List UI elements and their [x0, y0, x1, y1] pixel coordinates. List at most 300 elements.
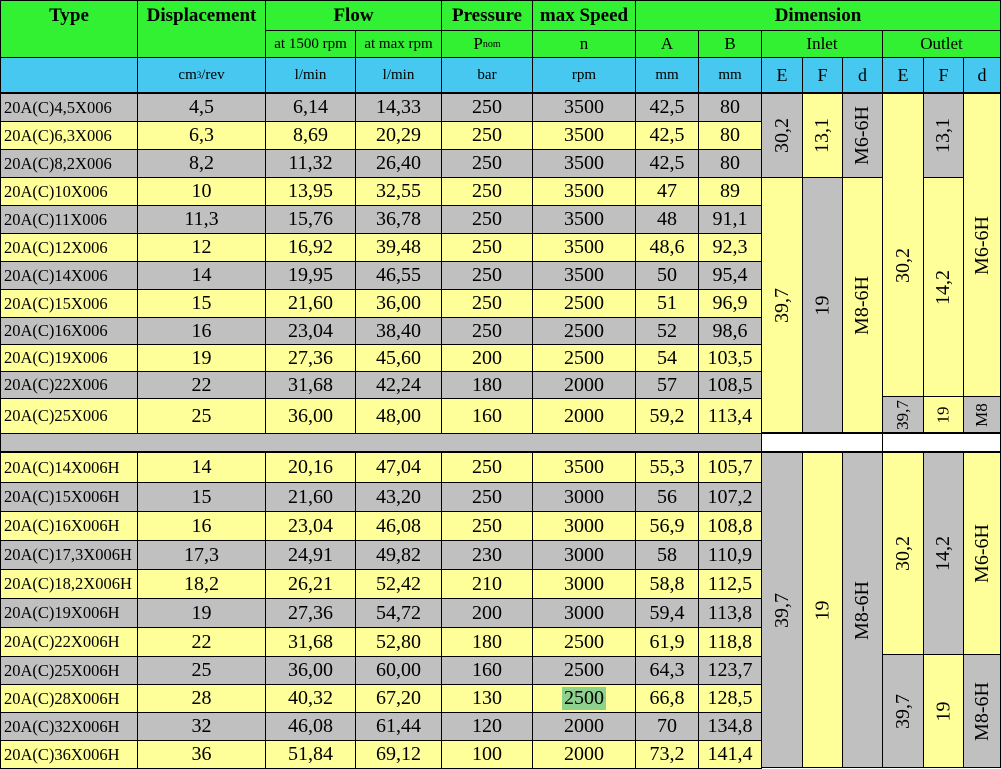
- cell-dim-b-value: 80: [720, 152, 740, 174]
- cell-dim-b-value: 80: [720, 124, 740, 146]
- cell-speed-value: 3500: [564, 208, 604, 230]
- cell-flow-1500-value: 27,36: [288, 346, 333, 369]
- cell-pressure-value: 250: [472, 485, 502, 508]
- cell-speed: [532, 317, 636, 345]
- cell-displacement: [137, 627, 266, 657]
- cell-type: [0, 569, 138, 599]
- cell-displacement: [137, 233, 266, 262]
- cell-flow-max: [355, 569, 442, 599]
- cell-dim-a-value: 66,8: [649, 687, 685, 709]
- cell-pressure-value: 250: [472, 96, 502, 118]
- cell-pressure: [441, 598, 533, 628]
- cell-type: [0, 452, 138, 483]
- dim1-inlet-e-a: [761, 93, 803, 178]
- dim1-outlet-f-c: [923, 396, 964, 433]
- cell-dim-a-value: 56,9: [649, 514, 685, 537]
- dim1-inlet-e-b: [761, 177, 803, 433]
- cell-flow-1500-value: 36,00: [288, 659, 333, 681]
- header-a-label: A: [660, 34, 674, 53]
- cell-type-value: 20A(C)14X006H: [4, 457, 120, 477]
- dim1-outlet-e-a: [882, 93, 924, 397]
- cell-dim-a: [635, 177, 699, 206]
- cell-speed: [532, 627, 636, 657]
- unit-inlet-f: [802, 57, 843, 93]
- cell-speed-value: 3500: [564, 456, 604, 478]
- cell-dim-a-value: 42,5: [649, 124, 685, 146]
- cell-speed-value: 2500: [564, 319, 604, 342]
- dim1-inlet-e-a-value: 30,2: [770, 118, 793, 153]
- cell-displacement: [137, 482, 266, 512]
- cell-displacement: [137, 656, 266, 685]
- cell-flow-max-value: 14,33: [376, 96, 421, 118]
- cell-flow-1500: [265, 289, 356, 318]
- cell-dim-a: [635, 233, 699, 262]
- cell-flow-max: [355, 233, 442, 262]
- cell-dim-a: [635, 740, 699, 769]
- cell-flow-max: [355, 317, 442, 345]
- cell-displacement: [137, 205, 266, 234]
- cell-speed-value: 2500: [564, 292, 604, 314]
- cell-pressure: [441, 511, 533, 541]
- cell-dim-b-value: 108,5: [707, 373, 753, 396]
- cell-type: [0, 398, 138, 434]
- unit-a-label: mm: [655, 66, 679, 83]
- cell-dim-b: [698, 452, 762, 483]
- dim1-inlet-e-b-value: 39,7: [770, 287, 793, 323]
- dim2-inlet-e: [761, 452, 803, 768]
- cell-displacement-value: 36: [191, 743, 212, 765]
- cell-dim-b: [698, 684, 762, 713]
- cell-flow-max-value: 69,12: [376, 743, 421, 765]
- dim2-outlet-f-b-value: 19: [932, 701, 954, 721]
- cell-dim-a: [635, 482, 699, 512]
- cell-dim-b: [698, 233, 762, 262]
- cell-displacement-value: 18,2: [184, 572, 219, 595]
- cell-speed-value: 3000: [564, 485, 604, 508]
- unit-pressure-label: bar: [477, 66, 497, 83]
- cell-type: [0, 233, 138, 262]
- cell-dim-b: [698, 598, 762, 628]
- cell-flow-max-value: 36,00: [376, 292, 421, 314]
- cell-flow-1500-value: 20,16: [288, 456, 333, 478]
- cell-flow-max: [355, 482, 442, 512]
- unit-inlet-e-label: E: [776, 64, 788, 85]
- cell-dim-a: [635, 344, 699, 372]
- cell-pressure-value: 250: [472, 456, 502, 478]
- cell-displacement-value: 25: [191, 659, 212, 681]
- cell-displacement: [137, 149, 266, 178]
- dim1-inlet-f-b: [802, 177, 843, 433]
- dim2-inlet-f: [802, 452, 843, 768]
- cell-speed: [532, 121, 636, 150]
- cell-pressure: [441, 540, 533, 570]
- cell-speed: [532, 452, 636, 483]
- cell-speed-value: 3500: [564, 180, 604, 202]
- dim1-outlet-f-a: [923, 93, 964, 178]
- dim1-inlet-d-a: [842, 93, 883, 178]
- cell-pressure-value: 130: [472, 687, 502, 709]
- cell-type: [0, 684, 138, 713]
- cell-pressure: [441, 371, 533, 399]
- cell-pressure: [441, 233, 533, 262]
- cell-flow-max-value: 26,40: [376, 152, 421, 174]
- cell-flow-1500: [265, 371, 356, 399]
- unit-outlet-e: [882, 57, 924, 93]
- cell-pressure-value: 100: [472, 743, 502, 765]
- unit-inlet-f-label: F: [817, 64, 828, 85]
- header-displacement-label: Displacement: [146, 5, 257, 26]
- cell-flow-1500-value: 24,91: [288, 543, 333, 566]
- section-separator: [0, 432, 762, 453]
- cell-pressure: [441, 121, 533, 150]
- cell-pressure-value: 160: [472, 404, 502, 427]
- cell-flow-max-value: 32,55: [376, 180, 421, 202]
- cell-displacement-value: 19: [191, 601, 212, 624]
- cell-dim-b: [698, 712, 762, 741]
- unit-b-label: mm: [718, 66, 742, 83]
- cell-type: [0, 149, 138, 178]
- cell-flow-max: [355, 627, 442, 657]
- cell-flow-1500: [265, 569, 356, 599]
- cell-dim-a: [635, 569, 699, 599]
- unit-flow-1500-label: l/min: [294, 66, 327, 83]
- cell-displacement-value: 28: [191, 687, 212, 709]
- cell-flow-max-value: 38,40: [376, 319, 421, 342]
- cell-flow-max: [355, 684, 442, 713]
- header-max-speed-label: max Speed: [539, 4, 629, 26]
- cell-pressure-value: 250: [472, 292, 502, 314]
- cell-dim-b-value: 105,7: [707, 456, 753, 478]
- cell-dim-a-value: 55,3: [649, 456, 685, 478]
- cell-displacement: [137, 93, 266, 122]
- cell-flow-1500-value: 15,76: [288, 208, 333, 230]
- dim2-outlet-d-b-value: M8-6H: [970, 681, 993, 741]
- cell-flow-max-value: 61,44: [376, 715, 421, 737]
- unit-speed: [532, 57, 636, 93]
- cell-type: [0, 712, 138, 741]
- header-flow-max: [355, 30, 442, 58]
- cell-flow-max: [355, 371, 442, 399]
- cell-pressure: [441, 712, 533, 741]
- cell-speed-value: 2500: [564, 630, 604, 653]
- cell-speed-value: 2500: [564, 659, 604, 681]
- cell-dim-b: [698, 317, 762, 345]
- cell-speed: [532, 344, 636, 372]
- cell-speed-value: 2000: [564, 715, 604, 737]
- unit-outlet-d: [963, 57, 1001, 93]
- cell-flow-1500-value: 13,95: [288, 180, 333, 202]
- section-separator-outlet: [882, 432, 1001, 453]
- cell-type: [0, 540, 138, 570]
- unit-outlet-f-label: F: [938, 64, 949, 85]
- cell-pressure-value: 250: [472, 264, 502, 286]
- cell-dim-a: [635, 511, 699, 541]
- cell-pressure: [441, 289, 533, 318]
- cell-dim-a-value: 64,3: [649, 659, 685, 681]
- cell-flow-1500: [265, 598, 356, 628]
- cell-flow-max: [355, 205, 442, 234]
- dim2-inlet-d-value: M8-6H: [851, 580, 874, 640]
- cell-dim-b-value: 103,5: [707, 346, 753, 369]
- cell-type-value: 20A(C)11X006: [4, 209, 107, 229]
- cell-type-value: 20A(C)17,3X006H: [4, 545, 132, 564]
- header-max-speed: [532, 0, 636, 31]
- cell-dim-a: [635, 452, 699, 483]
- cell-speed-value: 3000: [564, 543, 604, 566]
- cell-displacement: [137, 317, 266, 345]
- cell-flow-1500-value: 26,21: [288, 572, 333, 595]
- cell-flow-1500-value: 27,36: [288, 601, 333, 624]
- cell-dim-b-value: 141,4: [707, 743, 753, 765]
- cell-speed-value: 3000: [564, 514, 604, 537]
- cell-flow-1500-value: 11,32: [288, 152, 333, 174]
- dim2-outlet-e-a: [882, 452, 924, 655]
- cell-dim-b-value: 95,4: [712, 264, 748, 286]
- cell-type: [0, 93, 138, 122]
- cell-type-value: 20A(C)15X006: [4, 293, 108, 313]
- header-n: [532, 30, 636, 58]
- cell-type: [0, 344, 138, 372]
- header-pressure: [441, 0, 533, 31]
- dim1-inlet-d-b: [842, 177, 883, 433]
- dim1-inlet-f-b-value: 19: [811, 295, 833, 315]
- cell-speed-value: 2000: [564, 404, 604, 427]
- cell-pressure-value: 250: [472, 124, 502, 146]
- unit-flow-max: [355, 57, 442, 93]
- cell-type: [0, 289, 138, 318]
- unit-speed-label: rpm: [571, 66, 597, 83]
- cell-dim-a: [635, 93, 699, 122]
- cell-flow-max: [355, 740, 442, 769]
- cell-dim-b-value: 107,2: [707, 485, 753, 508]
- cell-displacement-value: 22: [191, 630, 212, 653]
- cell-flow-max-value: 47,04: [376, 456, 421, 478]
- cell-displacement-value: 25: [191, 404, 212, 427]
- cell-speed: [532, 511, 636, 541]
- cell-displacement-value: 11,3: [184, 208, 219, 230]
- dim1-inlet-f-a-value: 13,1: [811, 118, 833, 153]
- unit-cubed-sup: 3: [196, 70, 202, 80]
- cell-type: [0, 205, 138, 234]
- cell-type: [0, 482, 138, 512]
- cell-speed-value: 3500: [564, 96, 604, 118]
- header-pressure-label: Pressure: [451, 4, 522, 26]
- cell-flow-1500-value: 31,68: [288, 630, 333, 653]
- cell-pressure: [441, 740, 533, 769]
- cell-dim-a: [635, 540, 699, 570]
- cell-dim-b: [698, 344, 762, 372]
- cell-displacement: [137, 740, 266, 769]
- cell-flow-max-value: 45,60: [376, 346, 421, 369]
- cell-speed-value: 3000: [564, 601, 604, 624]
- cell-flow-1500: [265, 121, 356, 150]
- cell-displacement: [137, 398, 266, 434]
- unit-a: [635, 57, 699, 93]
- cell-displacement-value: 8,2: [189, 152, 214, 174]
- header-type: [0, 0, 138, 58]
- cell-flow-1500-value: 46,08: [288, 715, 333, 737]
- header-flow-label: Flow: [333, 4, 374, 26]
- cell-dim-a-value: 58: [657, 543, 677, 566]
- cell-displacement-value: 16: [191, 319, 212, 342]
- cell-dim-a-value: 58,8: [649, 572, 685, 595]
- cell-flow-1500: [265, 540, 356, 570]
- dim2-outlet-e-b-value: 39,7: [891, 693, 914, 729]
- cell-flow-1500: [265, 149, 356, 178]
- cell-dim-a: [635, 398, 699, 434]
- cell-type: [0, 656, 138, 685]
- cell-type-value: 20A(C)32X006H: [4, 716, 120, 736]
- cell-flow-max: [355, 511, 442, 541]
- unit-per-rev-label: /rev: [201, 66, 225, 83]
- unit-inlet-d: [842, 57, 883, 93]
- cell-flow-max: [355, 149, 442, 178]
- cell-speed: [532, 289, 636, 318]
- header-outlet: [882, 30, 1001, 58]
- cell-flow-max: [355, 177, 442, 206]
- cell-flow-1500-value: 40,32: [288, 687, 333, 709]
- cell-flow-1500-value: 19,95: [288, 264, 333, 286]
- cell-dim-a: [635, 684, 699, 713]
- cell-pressure: [441, 684, 533, 713]
- header-inlet-label: Inlet: [806, 34, 838, 53]
- cell-flow-1500: [265, 344, 356, 372]
- cell-dim-a-value: 73,2: [649, 743, 685, 765]
- cell-type-value: 20A(C)14X006: [4, 265, 108, 285]
- cell-dim-a-value: 59,4: [649, 601, 685, 624]
- cell-displacement: [137, 344, 266, 372]
- cell-type-value: 20A(C)28X006H: [4, 688, 120, 708]
- cell-pressure-value: 210: [472, 572, 502, 595]
- cell-pressure: [441, 317, 533, 345]
- dim2-outlet-f-b: [923, 654, 964, 768]
- cell-pressure: [441, 177, 533, 206]
- cell-displacement: [137, 598, 266, 628]
- cell-speed: [532, 684, 636, 713]
- cell-dim-b-value: 92,3: [712, 236, 748, 258]
- cell-dim-a-value: 59,2: [649, 404, 685, 427]
- cell-dim-a-value: 70: [657, 715, 677, 737]
- cell-displacement-value: 4,5: [189, 96, 214, 118]
- cell-type-value: 20A(C)25X006H: [4, 660, 120, 680]
- cell-displacement-value: 14: [191, 264, 212, 286]
- cell-pressure-value: 250: [472, 208, 502, 230]
- cell-dim-b-value: 113,8: [707, 601, 753, 624]
- header-b: [698, 30, 762, 58]
- header-n-label: n: [579, 34, 589, 53]
- cell-flow-max: [355, 121, 442, 150]
- cell-flow-max: [355, 656, 442, 685]
- cell-flow-1500: [265, 511, 356, 541]
- cell-displacement: [137, 684, 266, 713]
- cell-dim-a: [635, 598, 699, 628]
- dim1-outlet-d-c-value: M8: [972, 402, 991, 427]
- unit-flow-1500: [265, 57, 356, 93]
- cell-flow-max: [355, 289, 442, 318]
- cell-speed: [532, 177, 636, 206]
- unit-type: [0, 57, 138, 93]
- cell-flow-max: [355, 712, 442, 741]
- header-type-label: Type: [49, 5, 89, 26]
- cell-speed-value: 3500: [564, 152, 604, 174]
- unit-inlet-d-label: d: [858, 64, 867, 85]
- cell-dim-b: [698, 177, 762, 206]
- dim1-outlet-d-a: [963, 93, 1001, 397]
- cell-pressure: [441, 261, 533, 290]
- cell-flow-max-value: 60,00: [376, 659, 421, 681]
- cell-pressure-value: 250: [472, 152, 502, 174]
- cell-speed-value: 3000: [564, 572, 604, 595]
- cell-pressure-value: 180: [472, 630, 502, 653]
- cell-type-value: 20A(C)12X006: [4, 237, 108, 257]
- cell-dim-b-value: 80: [720, 96, 740, 118]
- cell-displacement-value: 10: [191, 180, 212, 202]
- header-nom-sub: nom: [482, 38, 501, 50]
- cell-type: [0, 511, 138, 541]
- cell-flow-1500: [265, 398, 356, 434]
- cell-type-value: 20A(C)10X006: [4, 181, 108, 201]
- cell-displacement: [137, 511, 266, 541]
- cell-displacement: [137, 121, 266, 150]
- cell-type-value: 20A(C)22X006H: [4, 632, 120, 651]
- cell-flow-max: [355, 452, 442, 483]
- cell-type: [0, 317, 138, 345]
- cell-flow-1500-value: 51,84: [288, 743, 333, 765]
- cell-type-value: 20A(C)19X006H: [4, 603, 120, 622]
- cell-displacement-value: 15: [191, 292, 212, 314]
- cell-dim-b: [698, 511, 762, 541]
- cell-dim-b: [698, 627, 762, 657]
- cell-type-value: 20A(C)22X006: [4, 375, 108, 394]
- cell-displacement: [137, 452, 266, 483]
- cell-flow-max-value: 52,80: [376, 630, 421, 653]
- cell-pressure: [441, 149, 533, 178]
- cell-flow-max-value: 20,29: [376, 124, 421, 146]
- cell-flow-1500-value: 16,92: [288, 236, 333, 258]
- header-flow-max-label: at max rpm: [364, 35, 433, 52]
- cell-flow-1500: [265, 712, 356, 741]
- cell-pressure: [441, 205, 533, 234]
- cell-dim-b: [698, 205, 762, 234]
- cell-type: [0, 121, 138, 150]
- cell-flow-max: [355, 598, 442, 628]
- cell-speed: [532, 398, 636, 434]
- unit-cm-label: cm: [178, 66, 197, 83]
- header-flow-1500-label: at 1500 rpm: [274, 35, 347, 52]
- cell-dim-b: [698, 93, 762, 122]
- cell-speed-value: 2000: [564, 743, 604, 765]
- cell-dim-a-value: 52: [657, 319, 677, 342]
- cell-flow-1500: [265, 317, 356, 345]
- dim1-inlet-d-a-value: M6-6H: [851, 106, 874, 165]
- cell-flow-max-value: 49,82: [376, 543, 421, 566]
- cell-speed: [532, 712, 636, 741]
- dim2-outlet-f-a: [923, 452, 964, 655]
- cell-pressure-value: 230: [472, 543, 502, 566]
- dim2-outlet-d-a: [963, 452, 1001, 655]
- cell-pressure: [441, 482, 533, 512]
- cell-speed-value: 3500: [564, 264, 604, 286]
- dim1-inlet-d-b-value: M8-6H: [851, 275, 874, 335]
- unit-displacement: [137, 57, 266, 93]
- header-dimension-label: Dimension: [774, 4, 862, 26]
- cell-flow-1500: [265, 93, 356, 122]
- cell-dim-a: [635, 121, 699, 150]
- cell-dim-b-value: 96,9: [712, 292, 748, 314]
- cell-speed: [532, 261, 636, 290]
- cell-flow-max: [355, 540, 442, 570]
- unit-pressure: [441, 57, 533, 93]
